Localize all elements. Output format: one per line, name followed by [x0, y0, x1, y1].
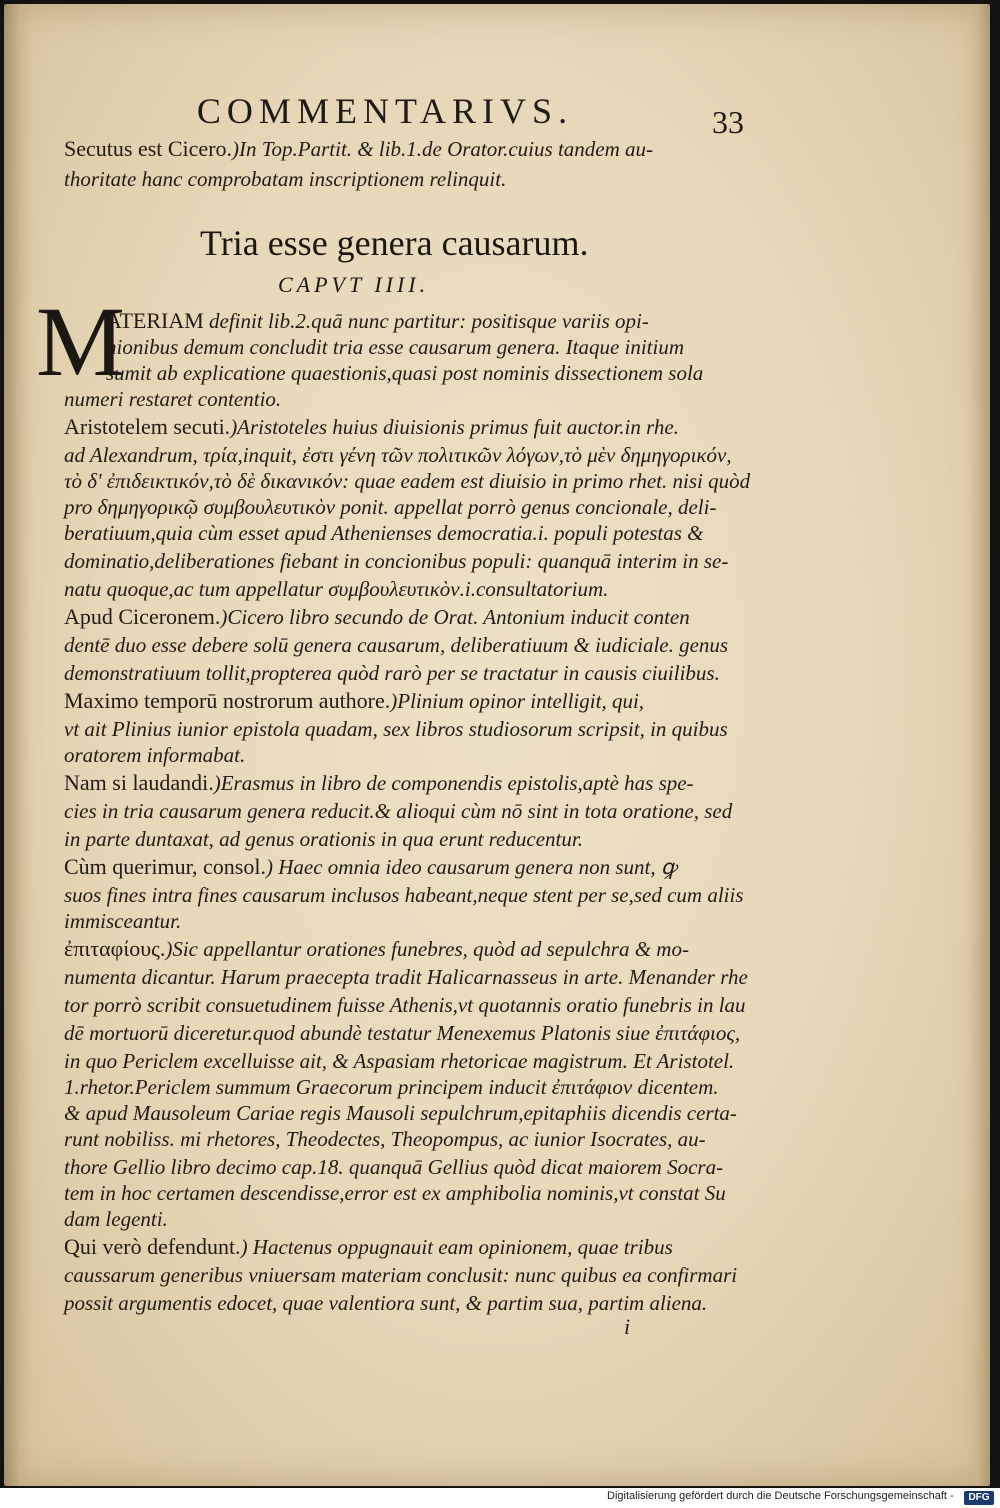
body-line: [64, 1290, 707, 1316]
lemma: Qui verò defendunt.: [64, 1234, 241, 1259]
line-text: pro δημηγορικῷ συμβουλευτικὸν ponit. appellat porrò genus concionale, deli-: [64, 495, 717, 519]
line-text: dentē duo esse debere solū genera causarum, deliberatiuum & iudiciale. genus: [64, 633, 729, 657]
line-text: oratorem informabat.: [64, 743, 246, 767]
line-text: vt ait Plinius iunior epistola quadam, sex libros studiosorum scripsit, in quibus: [64, 717, 728, 741]
body-line: [64, 1020, 740, 1046]
body-line: [64, 936, 689, 962]
line-text: )Cicero libro secundo de Orat. Antonium inducit conten: [220, 605, 690, 629]
line-text: ad Alexandrum, τρία,inquit, ἐστι γένη τῶν πολιτικῶν λόγων,τὸ μὲν δημηγορικόν,: [64, 443, 732, 467]
line-text: numenta dicantur. Harum praecepta tradit Halicarnasseus in arte. Menander rhe: [64, 965, 748, 989]
dfg-logo: DFG: [964, 1491, 994, 1505]
line-text: in quo Periclem excelluisse ait, & Aspasiam rhetoricae magistrum. Et Aristotel.: [64, 1049, 735, 1073]
lemma: Apud Ciceronem.: [64, 604, 221, 629]
line-text: natu quoque,ac tum appellatur συμβουλευτικὸν.i.consultatorium.: [64, 577, 609, 601]
body-line: [64, 548, 728, 574]
page-number: 33: [712, 104, 744, 140]
line-text: beratiuum,quia cùm esset apud Athenienses democratia.i. populi potestas &: [64, 521, 704, 545]
body-line: [64, 688, 644, 714]
body-line: [64, 520, 703, 546]
body-line: [64, 964, 748, 990]
drop-cap: M: [36, 286, 125, 397]
body-line: [64, 576, 608, 602]
footer-credit: Digitalisierung gefördert durch die Deutsche Forschungsgemeinschaft -: [607, 1490, 954, 1502]
lemma: ATERIAM: [106, 308, 204, 333]
body-line: [64, 798, 732, 824]
body-line: [64, 854, 677, 880]
line-text: numeri restaret contentio.: [64, 387, 282, 411]
line-text: suos fines intra fines causarum inclusos habeant,neque stent per se,sed cum aliis: [64, 883, 744, 907]
body-line: [64, 604, 690, 630]
body-line: [106, 308, 649, 334]
line-text: tem in hoc certamen descendisse,error est ex amphibolia nominis,vt constat Su: [64, 1181, 726, 1205]
lemma: Aristotelem secuti.: [64, 414, 231, 439]
line-text: runt nobiliss. mi rhetores, Theodectes, Theopompus, ac iunior Isocrates, au-: [64, 1127, 706, 1151]
line-text: & apud Mausoleum Cariae regis Mausoli sepulchrum,epitaphiis dicendis certa-: [64, 1101, 737, 1125]
line-text: )In Top.Partit. & lib.1.de Orator.cuius tandem au-: [232, 137, 654, 161]
line-text: ) Haec omnia ideo causarum genera non sunt, ꝙ: [266, 855, 677, 879]
body-line: [64, 1126, 706, 1152]
body-line: [64, 882, 744, 908]
line-text: possit argumentis edocet, quae valentiora sunt, & partim sua, partim aliena.: [64, 1291, 708, 1315]
body-line: [64, 468, 750, 494]
body-line: [64, 716, 728, 742]
body-line: [106, 334, 684, 360]
intro-line: [64, 166, 506, 192]
line-text: caussarum generibus vniuersam materiam conclusit: nunc quibus ea confirmari: [64, 1263, 738, 1287]
body-line: [64, 1100, 737, 1126]
body-line: [64, 1234, 673, 1260]
line-text: 1.rhetor.Periclem summum Graecorum principem inducit ἐπιτάφιον dicentem.: [64, 1075, 719, 1099]
chapter-label: CAPVT IIII.: [278, 272, 430, 297]
body-line: [64, 1154, 723, 1180]
running-head: COMMENTARIVS.: [196, 91, 574, 131]
line-text: ) Hactenus oppugnauit eam opinionem, quae tribus: [240, 1235, 673, 1259]
line-text: cies in tria causarum genera reducit.& alioqui cùm nō sint in tota oratione, sed: [64, 799, 733, 823]
body-line: [64, 1048, 734, 1074]
lemma: ἐπιταφίους.: [64, 936, 166, 961]
line-text: nionibus demum concludit tria esse causarum genera. Itaque initium: [106, 335, 685, 359]
body-line: [64, 632, 728, 658]
body-line: [64, 414, 679, 440]
body-line: [64, 908, 181, 934]
line-text: )Sic appellantur orationes funebres, quòd ad sepulchra & mo-: [165, 937, 689, 961]
page-fore-edge: [968, 4, 990, 1486]
body-line: [64, 826, 583, 852]
body-line: [64, 770, 694, 796]
line-text: )Plinium opinor intelligit, qui,: [390, 689, 645, 713]
chapter-title: Tria esse genera causarum.: [200, 223, 589, 263]
line-text: dē mortuorū diceretur.quod abundè testatur Menexemus Platonis siue ἐπιτάφιος,: [64, 1021, 741, 1045]
body-line: [64, 1206, 168, 1232]
line-text: dam legenti.: [64, 1207, 168, 1231]
body-line: [64, 1262, 737, 1288]
body-line: [64, 660, 720, 686]
lemma: Maximo temporū nostrorum authore.: [64, 688, 391, 713]
body-line: [64, 494, 716, 520]
line-text: )Erasmus in libro de componendis epistolis,aptè has spe-: [213, 771, 694, 795]
body-line: [64, 1074, 719, 1100]
line-text: sumit ab explicatione quaestionis,quasi post nominis dissectionem sola: [106, 361, 704, 385]
line-text: thoritate hanc comprobatam inscriptionem relinquit.: [64, 167, 507, 191]
lemma: Secutus est Cicero.: [64, 136, 233, 161]
line-text: in parte duntaxat, ad genus orationis in qua erunt reducentur.: [64, 827, 583, 851]
body-line: [64, 1180, 726, 1206]
line-text: thore Gellio libro decimo cap.18. quanquā Gellius quòd dicat maiorem Socra-: [64, 1155, 724, 1179]
lemma: Cùm querimur, consol.: [64, 854, 266, 879]
intro-line: [64, 136, 653, 162]
line-text: τὸ δ' ἐπιδεικτικόν,τὸ δὲ δικανικόν: quae eadem est diuisio in primo rhet. nisi quòd: [64, 469, 751, 493]
line-text: )Aristoteles huius diuisionis primus fuit auctor.in rhe.: [230, 415, 679, 439]
body-line: [64, 742, 245, 768]
lemma: Nam si laudandi.: [64, 770, 214, 795]
line-text: demonstratiuum tollit,propterea quòd rarò per se tractatur in causis ciuilibus.: [64, 661, 720, 685]
line-text: immisceantur.: [64, 909, 182, 933]
catchword: i: [624, 1314, 631, 1339]
body-line: [64, 442, 732, 468]
page-gutter-shadow: [4, 4, 32, 1486]
body-line: [106, 360, 703, 386]
body-line: [64, 386, 281, 412]
body-line: [64, 992, 746, 1018]
line-text: definit lib.2.quā nunc partitur: positisque variis opi-: [203, 309, 649, 333]
line-text: dominatio,deliberationes fiebant in concionibus populi: quanquā interim in se-: [64, 549, 729, 573]
line-text: tor porrò scribit consuetudinem fuisse Athenis,vt quotannis oratio funebris in lau: [64, 993, 746, 1017]
